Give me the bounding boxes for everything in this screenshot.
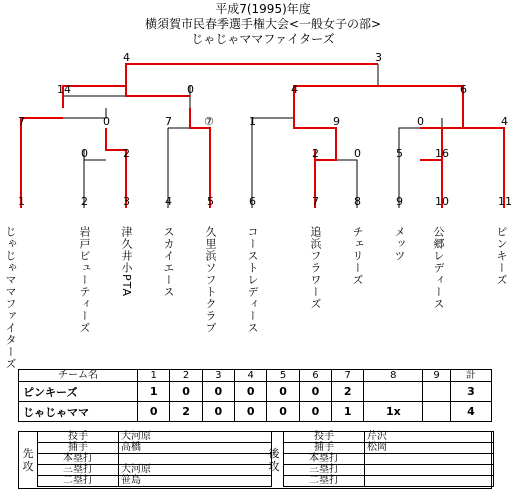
player-name: 松岡 xyxy=(365,443,494,454)
qf-score: 4 xyxy=(501,115,508,128)
winner-path-qf xyxy=(442,96,504,208)
first-batting-label: 先攻 xyxy=(22,447,34,473)
player-name: 笹島 xyxy=(119,476,272,487)
inning-score: 1 xyxy=(138,382,170,402)
team-seed: 6 xyxy=(249,195,256,208)
team-name: スカイエース xyxy=(162,226,175,298)
header-inning: 7 xyxy=(332,370,364,382)
second-batting-label: 後攻 xyxy=(268,447,280,473)
tournament-title: 横須賀市民春季選手権大会<一般女子の部> xyxy=(144,17,382,31)
team-name: ピンキーズ xyxy=(495,226,508,286)
header-total: 計 xyxy=(450,370,491,382)
lineup-row xyxy=(38,454,272,465)
player-name: 大河原 xyxy=(119,432,272,443)
semi-score: 6 xyxy=(460,83,467,96)
role-label: 本塁打 xyxy=(284,454,365,465)
player-name: 高橋 xyxy=(119,443,272,454)
player-name xyxy=(365,454,494,465)
team-name-cell: じゃじゃママ xyxy=(19,402,138,422)
final-score-right: 3 xyxy=(375,51,382,64)
r1-score: 2 xyxy=(312,147,319,160)
inning-score: 0 xyxy=(267,382,299,402)
team-name: 岩戸ビューティーズ xyxy=(78,226,91,334)
team-name: じゃじゃママファイターズ xyxy=(4,226,17,370)
team-name: 公郷レディース xyxy=(432,226,445,310)
player-name xyxy=(365,476,494,487)
header-inning: 5 xyxy=(267,370,299,382)
semi-score: 4 xyxy=(291,83,298,96)
player-name: 芹沢 xyxy=(365,432,494,443)
team-name: 追浜フラワーズ xyxy=(309,226,322,310)
team-seed: 5 xyxy=(207,195,214,208)
lineup-row xyxy=(284,432,494,443)
inning-score: 0 xyxy=(235,382,267,402)
header-inning: 1 xyxy=(138,370,170,382)
team-seed: 4 xyxy=(165,195,172,208)
team-seed: 3 xyxy=(123,195,130,208)
team-seed: 10 xyxy=(435,195,449,208)
r1-score: 5 xyxy=(396,147,403,160)
inning-score: 0 xyxy=(299,402,331,422)
team-seed: 2 xyxy=(81,195,88,208)
winner-path-final xyxy=(126,64,378,86)
inning-score: 1x xyxy=(364,402,423,422)
team-name: コーストレディース xyxy=(246,226,259,334)
role-label: 二塁打 xyxy=(38,476,119,487)
header-inning: 2 xyxy=(170,370,202,382)
lineup-row xyxy=(284,443,494,454)
bracket-winner-lines xyxy=(21,64,504,208)
inning-score xyxy=(423,382,451,402)
team-name: チェリーズ xyxy=(351,226,364,286)
total-score: 3 xyxy=(450,382,491,402)
lineup-row xyxy=(38,476,272,487)
lineup-row xyxy=(284,454,494,465)
qf-score-extra-innings: ⑦ xyxy=(204,115,214,128)
scoreboard-row xyxy=(19,402,492,422)
team-name: 津久井小PTA xyxy=(120,226,133,298)
scoreboard-header-row xyxy=(19,370,492,382)
qf-score: 7 xyxy=(18,115,25,128)
role-label: 投手 xyxy=(284,432,365,443)
team-seed: 11 xyxy=(498,195,512,208)
team-name-cell: ピンキーズ xyxy=(19,382,138,402)
header-inning: 4 xyxy=(235,370,267,382)
header-inning: 8 xyxy=(364,370,423,382)
role-label: 三塁打 xyxy=(284,465,365,476)
final-score-left: 4 xyxy=(123,51,130,64)
scoreboard xyxy=(18,369,492,422)
winner-path-qf xyxy=(294,108,336,150)
inning-score: 0 xyxy=(202,402,234,422)
inning-score: 2 xyxy=(332,382,364,402)
second-lineup-table xyxy=(283,431,494,487)
qf-score: 7 xyxy=(165,115,172,128)
r1-score: 0 xyxy=(81,147,88,160)
semi-score: 14 xyxy=(57,83,71,96)
bracket-line xyxy=(63,108,106,118)
team-name: 久里浜ソフトクラブ xyxy=(204,226,217,334)
inning-score: 2 xyxy=(170,402,202,422)
winner-path-semi xyxy=(294,86,463,108)
inning-score xyxy=(364,382,423,402)
total-score: 4 xyxy=(450,402,491,422)
role-label: 三塁打 xyxy=(38,465,119,476)
scoreboard-row xyxy=(19,382,492,402)
season-title: 平成7(1995)年度 xyxy=(215,2,311,16)
role-label: 投手 xyxy=(38,432,119,443)
player-name: 大河原 xyxy=(119,465,272,476)
inning-score: 0 xyxy=(299,382,331,402)
first-lineup-table xyxy=(37,431,272,487)
r1-score: 16 xyxy=(435,147,449,160)
header-team: チーム名 xyxy=(19,370,138,382)
inning-score xyxy=(423,402,451,422)
inning-score: 1 xyxy=(332,402,364,422)
qf-score: 0 xyxy=(417,115,424,128)
header-inning: 9 xyxy=(423,370,451,382)
qf-score: 9 xyxy=(333,115,340,128)
lineup-row xyxy=(38,432,272,443)
r1-score: 0 xyxy=(354,147,361,160)
role-label: 捕手 xyxy=(284,443,365,454)
lineup-row xyxy=(284,465,494,476)
header-inning: 3 xyxy=(202,370,234,382)
qf-score: 1 xyxy=(249,115,256,128)
team-seed: 1 xyxy=(18,195,25,208)
header-inning: 6 xyxy=(299,370,331,382)
lineup-row xyxy=(38,443,272,454)
inning-score: 0 xyxy=(138,402,170,422)
inning-score: 0 xyxy=(267,402,299,422)
team-seed: 9 xyxy=(396,195,403,208)
inning-score: 0 xyxy=(235,402,267,422)
player-name xyxy=(119,454,272,465)
team-seed: 7 xyxy=(312,195,319,208)
inning-score: 0 xyxy=(170,382,202,402)
inning-score: 0 xyxy=(202,382,234,402)
semi-score: 0 xyxy=(187,83,194,96)
r1-score: 2 xyxy=(123,147,130,160)
lineup-row xyxy=(284,476,494,487)
winner-path-qf xyxy=(21,118,63,208)
qf-score: 0 xyxy=(103,115,110,128)
lineup-row xyxy=(38,465,272,476)
team-name: メッツ xyxy=(393,226,406,262)
role-label: 捕手 xyxy=(38,443,119,454)
champion-name: じゃじゃママファイターズ xyxy=(191,32,335,46)
role-label: 本塁打 xyxy=(38,454,119,465)
team-seed: 8 xyxy=(354,195,361,208)
player-name xyxy=(365,465,494,476)
role-label: 二塁打 xyxy=(284,476,365,487)
winner-path-semi xyxy=(63,86,190,108)
